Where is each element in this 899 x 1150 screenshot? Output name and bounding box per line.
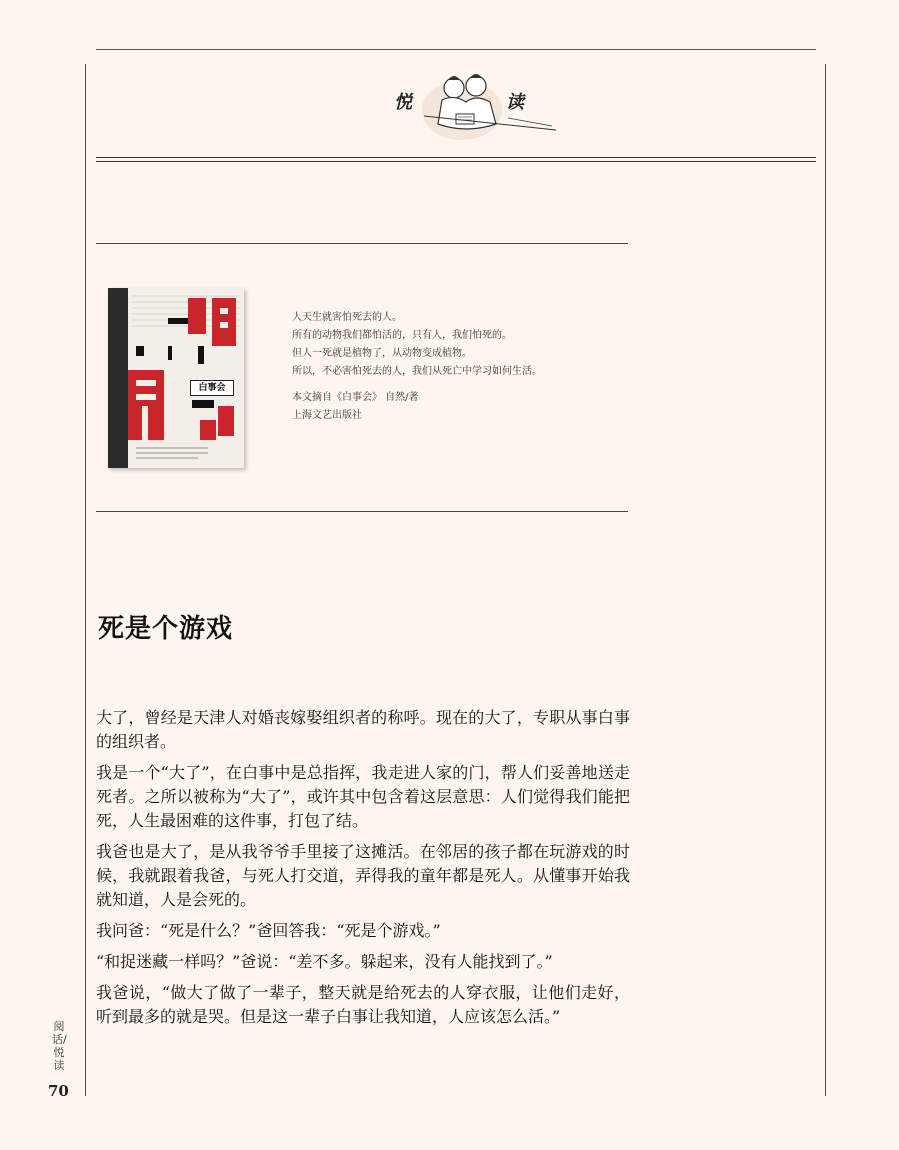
source-line: 本文摘自《白事会》 自然/著: [292, 392, 419, 403]
blurb-line: 人天生就害怕死去的人。: [292, 312, 402, 323]
section-side-label: 阅话/悦读: [52, 1020, 67, 1072]
book-box-rule-bottom: [96, 511, 628, 512]
header-double-rule-bottom: [96, 161, 816, 162]
blurb-line: 所以，不必害怕死去的人，我们从死亡中学习如何生活。: [292, 366, 542, 377]
section-header-logo: [380, 66, 560, 142]
book-blurb: [292, 309, 612, 381]
article-paragraph: 我问爸：“死是什么？”爸回答我：“死是个游戏。”: [96, 921, 441, 940]
header-left-char: 悦: [394, 92, 412, 113]
article-paragraph: 我是一个“大了”，在白事中是总指挥，我走进人家的门，帮人们妥善地送走死者。之所以被称为“大了”，或许其中包含着这层意思：人们觉得我们能把死，人生最困难的这件事，打包了结。: [96, 763, 630, 830]
book-box-rule-top: [96, 243, 628, 244]
book-title-label: 白事会: [190, 380, 234, 396]
book-spine: [108, 288, 128, 468]
article-paragraph: 我爸也是大了，是从我爷爷手里接了这摊活。在邻居的孩子都在玩游戏的时候，我就跟着我爸，与死人打交道，弄得我的童年都是死人。从懂事开始我就知道，人是会死的。: [96, 842, 630, 909]
publisher-line: 上海文艺出版社: [292, 410, 362, 421]
page-number: 70: [48, 1082, 69, 1100]
header-double-rule-top: [96, 157, 816, 158]
book-cover-art-icon: [128, 288, 244, 468]
article-body: [96, 706, 630, 1036]
article-paragraph: 我爸说，“做大了做了一辈子，整天就是给死去的人穿衣服，让他们走好，听到最多的就是哭。但是这一辈子白事让我知道，人应该怎么活。”: [96, 983, 630, 1026]
article-paragraph: 大了，曾经是天津人对婚丧嫁娶组织者的称呼。现在的大了，专职从事白事的组织者。: [96, 708, 630, 751]
blurb-line: 所有的动物我们都怕活的，只有人，我们怕死的。: [292, 330, 512, 341]
right-margin-line: [825, 64, 826, 1096]
article-paragraph: “和捉迷藏一样吗？”爸说：“差不多。躲起来，没有人能找到了。”: [96, 952, 553, 971]
reading-children-illustration-icon: [420, 66, 560, 142]
book-source: [292, 389, 419, 425]
header-right-char: 读: [506, 92, 524, 113]
book-cover: [108, 288, 244, 468]
blurb-line: 但人一死就是植物了，从动物变成植物。: [292, 348, 472, 359]
top-rule: [96, 49, 816, 50]
left-margin-line: [85, 64, 86, 1096]
article-headline: 死是个游戏: [98, 614, 234, 644]
